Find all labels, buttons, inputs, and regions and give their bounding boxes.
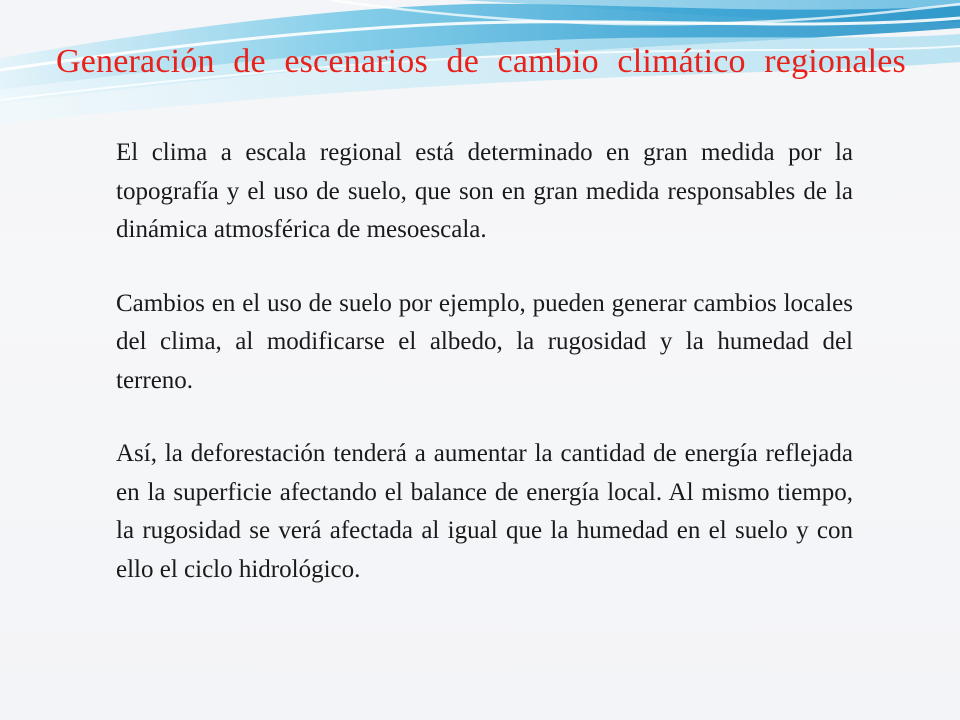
paragraph-topography: El clima a escala regional está determinado en gran medida por la topografía y el uso de suelo, que son en gran medida responsables de la dinámica atmosférica de mesoescala. bbox=[116, 139, 853, 243]
paragraph-land-use: Cambios en el uso de suelo por ejemplo, pueden generar cambios locales del clima, al modificarse el albedo, la rugosidad y la humedad del terreno. bbox=[116, 289, 853, 394]
slide-body bbox=[116, 134, 853, 624]
slide-title: Generación de escenarios de cambio climático regionales bbox=[56, 43, 906, 80]
paragraph-deforestation: Así, la deforestación tenderá a aumentar la cantidad de energía reflejada en la superficie afectando el balance de energía local. Al mismo tiempo, la rugosidad se verá afectada al igual que la humedad en el suelo y con ello el ciclo hidrológico. bbox=[116, 440, 853, 583]
